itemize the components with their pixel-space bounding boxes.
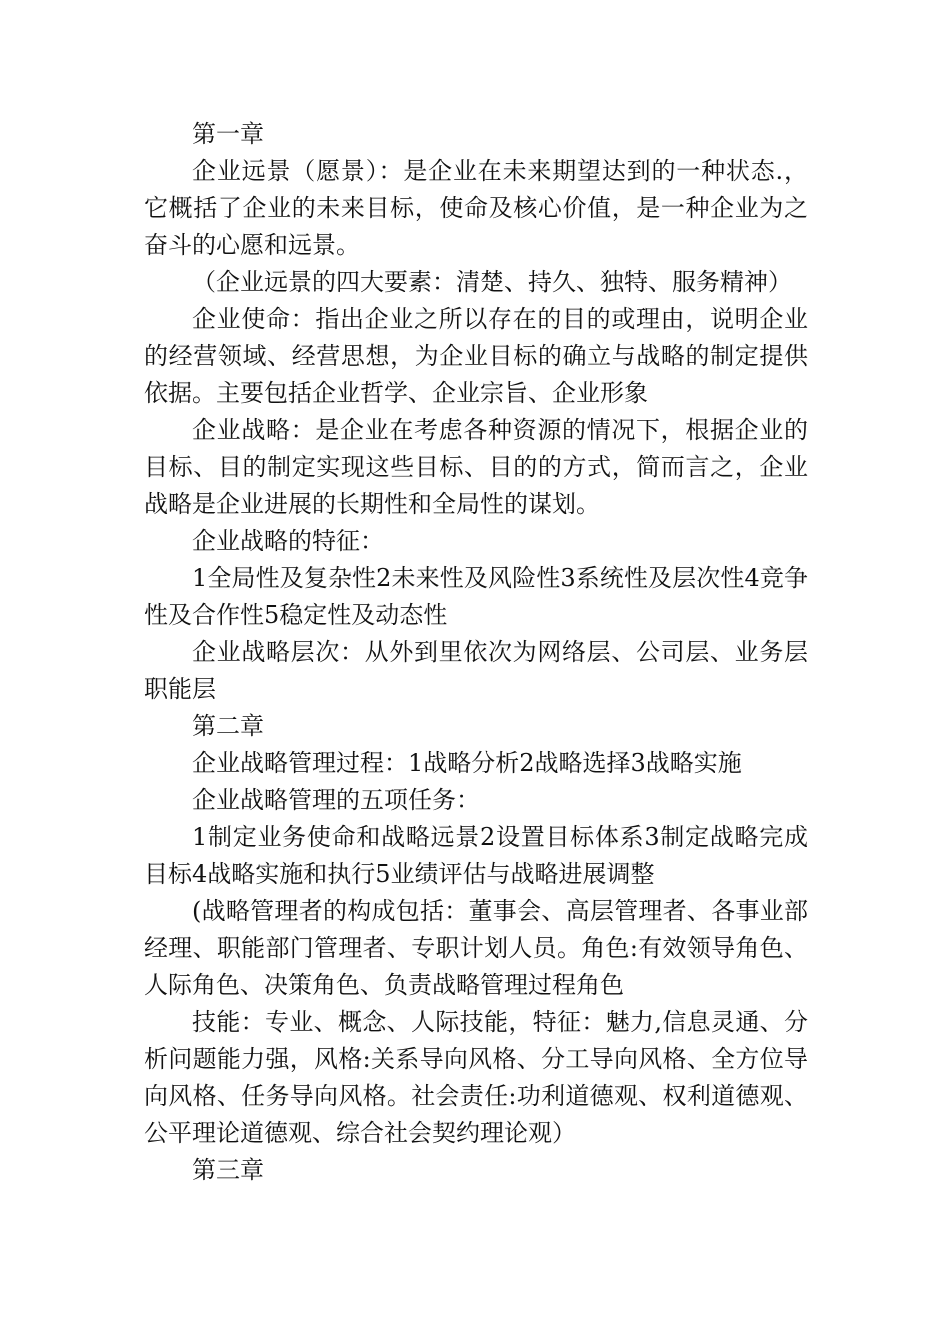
paragraph-strategy-levels: 企业战略层次：从外到里依次为网络层、公司层、业务层职能层: [144, 638, 808, 703]
chapter-heading-3: 第三章: [192, 1156, 264, 1184]
paragraph-five-tasks-title: 企业战略管理的五项任务：: [192, 786, 480, 814]
paragraph-strategy-features-title: 企业战略的特征：: [192, 527, 384, 555]
paragraph-five-tasks: 1制定业务使命和战略远景2设置目标体系3制定战略完成目标4战略实施和执行5业绩评估与战略进展调整: [144, 823, 808, 888]
document-body: [144, 116, 808, 1189]
paragraph-skills: 技能：专业、概念、人际技能，特征：魅力,信息灵通、分析问题能力强，风格:关系导向风格、分工导向风格、全方位导向风格、任务导向风格。社会责任:功利道德观、权利道德观、公平理论道德观、综合社会契约理论观）: [144, 1008, 808, 1147]
chapter-heading-1: 第一章: [192, 120, 264, 148]
paragraph-vision: 企业远景（愿景）：是企业在未来期望达到的一种状态.，它概括了企业的未来目标，使命及核心价值，是一种企业为之奋斗的心愿和远景。: [144, 157, 808, 259]
paragraph-strategy-features: 1全局性及复杂性2未来性及风险性3系统性及层次性4竞争性及合作性5稳定性及动态性: [144, 564, 808, 629]
chapter-heading-2: 第二章: [192, 712, 264, 740]
paragraph-managers: (战略管理者的构成包括：董事会、高层管理者、各事业部经理、职能部门管理者、专职计划人员。角色:有效领导角色、人际角色、决策角色、负责战略管理过程角色: [144, 897, 808, 999]
paragraph-vision-elements: （企业远景的四大要素：清楚、持久、独特、服务精神）: [192, 268, 792, 296]
paragraph-mission: 企业使命：指出企业之所以存在的目的或理由，说明企业的经营领域、经营思想，为企业目标的确立与战略的制定提供依据。主要包括企业哲学、企业宗旨、企业形象: [144, 305, 808, 407]
paragraph-management-process: 企业战略管理过程：1战略分析2战略选择3战略实施: [192, 749, 742, 777]
paragraph-strategy: 企业战略：是企业在考虑各种资源的情况下，根据企业的目标、目的制定实现这些目标、目的的方式，简而言之，企业战略是企业进展的长期性和全局性的谋划。: [144, 416, 808, 518]
